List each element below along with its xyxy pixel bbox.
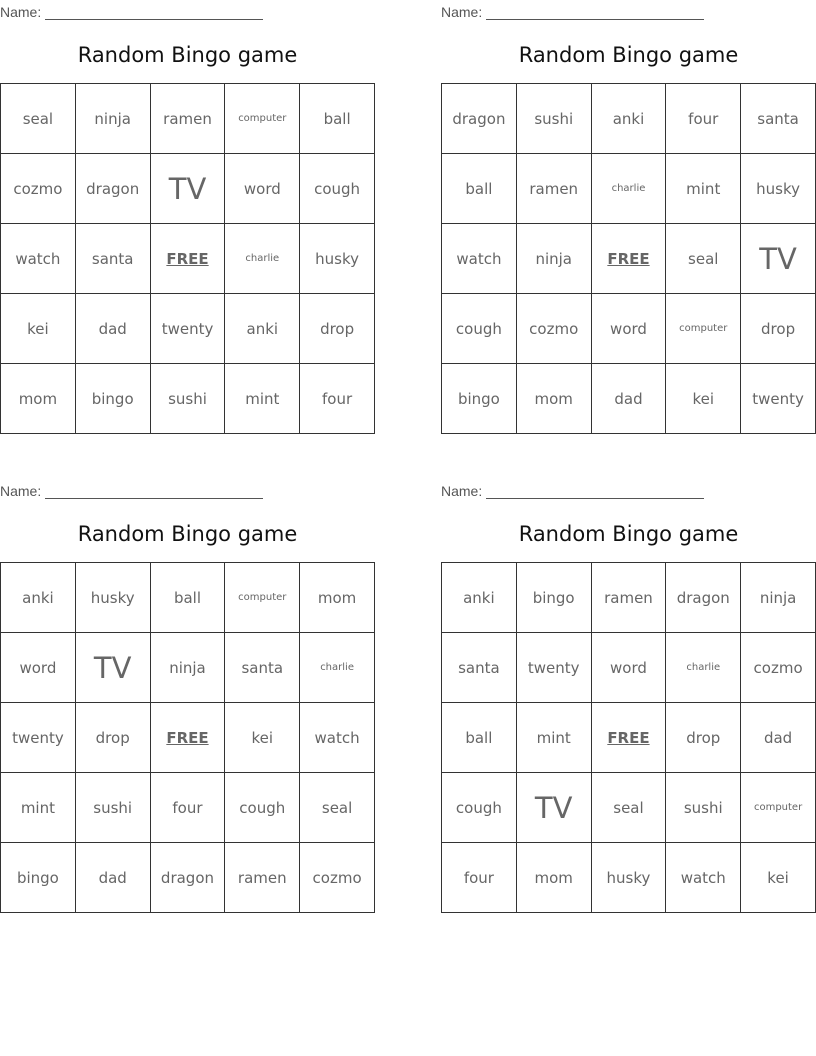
bingo-cell[interactable]: four bbox=[150, 773, 225, 843]
bingo-cell[interactable]: anki bbox=[1, 563, 76, 633]
name-field[interactable] bbox=[441, 481, 704, 499]
bingo-cell[interactable]: computer bbox=[666, 294, 741, 364]
name-blank-line[interactable] bbox=[45, 484, 263, 499]
bingo-row bbox=[442, 843, 816, 913]
bingo-cell[interactable]: computer bbox=[225, 563, 300, 633]
bingo-cell[interactable]: cozmo bbox=[741, 633, 816, 703]
bingo-grid bbox=[0, 83, 375, 434]
bingo-cell[interactable]: mint bbox=[1, 773, 76, 843]
name-field[interactable] bbox=[0, 481, 263, 499]
card-title: Random Bingo game bbox=[77, 522, 298, 546]
bingo-row bbox=[1, 563, 375, 633]
bingo-cell[interactable]: anki bbox=[591, 84, 666, 154]
bingo-cell[interactable]: word bbox=[591, 633, 666, 703]
bingo-cell[interactable]: ball bbox=[150, 563, 225, 633]
free-space-cell[interactable]: FREE bbox=[591, 703, 666, 773]
bingo-cell[interactable]: four bbox=[442, 843, 517, 913]
bingo-card-2 bbox=[441, 0, 816, 408]
bingo-cell[interactable]: ball bbox=[442, 154, 517, 224]
bingo-cell[interactable]: sushi bbox=[150, 364, 225, 434]
bingo-cell[interactable]: santa bbox=[225, 633, 300, 703]
bingo-cell[interactable]: TV bbox=[150, 154, 225, 224]
bingo-cell[interactable]: cough bbox=[442, 773, 517, 843]
bingo-cell[interactable]: TV bbox=[75, 633, 150, 703]
bingo-cell[interactable]: four bbox=[300, 364, 375, 434]
bingo-row bbox=[442, 773, 816, 843]
bingo-cell[interactable]: ninja bbox=[741, 563, 816, 633]
bingo-cell[interactable]: dragon bbox=[442, 84, 517, 154]
bingo-cell[interactable]: four bbox=[666, 84, 741, 154]
bingo-row bbox=[442, 154, 816, 224]
free-space-cell[interactable]: FREE bbox=[150, 703, 225, 773]
bingo-row bbox=[442, 224, 816, 294]
free-space-cell[interactable]: FREE bbox=[150, 224, 225, 294]
bingo-cell[interactable]: bingo bbox=[442, 364, 517, 434]
name-label: Name: bbox=[441, 4, 483, 20]
bingo-cell[interactable]: computer bbox=[225, 84, 300, 154]
bingo-cell[interactable]: sushi bbox=[516, 84, 591, 154]
bingo-cell[interactable]: kei bbox=[666, 364, 741, 434]
name-blank-line[interactable] bbox=[486, 5, 704, 20]
bingo-cell[interactable]: drop bbox=[741, 294, 816, 364]
bingo-cell[interactable]: cozmo bbox=[300, 843, 375, 913]
bingo-cell[interactable]: charlie bbox=[225, 224, 300, 294]
free-space-cell[interactable]: FREE bbox=[591, 224, 666, 294]
bingo-cell[interactable]: dad bbox=[591, 364, 666, 434]
bingo-cell[interactable]: cough bbox=[442, 294, 517, 364]
bingo-cell[interactable]: kei bbox=[741, 843, 816, 913]
bingo-cell[interactable]: cozmo bbox=[1, 154, 76, 224]
bingo-cell[interactable]: kei bbox=[225, 703, 300, 773]
bingo-cell[interactable]: bingo bbox=[1, 843, 76, 913]
bingo-cell[interactable]: dad bbox=[75, 843, 150, 913]
bingo-row bbox=[442, 563, 816, 633]
bingo-row bbox=[442, 294, 816, 364]
bingo-cell[interactable]: mint bbox=[666, 154, 741, 224]
bingo-cell[interactable]: twenty bbox=[516, 633, 591, 703]
bingo-row bbox=[1, 703, 375, 773]
bingo-cell[interactable]: word bbox=[591, 294, 666, 364]
bingo-cell[interactable]: dad bbox=[741, 703, 816, 773]
name-label: Name: bbox=[0, 483, 42, 499]
name-label: Name: bbox=[0, 4, 42, 20]
bingo-cell[interactable]: drop bbox=[666, 703, 741, 773]
bingo-cell[interactable]: TV bbox=[516, 773, 591, 843]
bingo-cell[interactable]: anki bbox=[442, 563, 517, 633]
bingo-cell[interactable]: ramen bbox=[516, 154, 591, 224]
bingo-card-1 bbox=[0, 0, 375, 408]
bingo-row bbox=[1, 154, 375, 224]
bingo-cell[interactable]: drop bbox=[75, 703, 150, 773]
name-field[interactable] bbox=[441, 2, 704, 20]
bingo-cell[interactable]: ninja bbox=[516, 224, 591, 294]
bingo-row bbox=[442, 633, 816, 703]
bingo-cell[interactable]: husky bbox=[300, 224, 375, 294]
bingo-row bbox=[442, 364, 816, 434]
bingo-row bbox=[1, 633, 375, 703]
bingo-cell[interactable]: ramen bbox=[225, 843, 300, 913]
bingo-cell[interactable]: twenty bbox=[741, 364, 816, 434]
bingo-cell[interactable]: watch bbox=[666, 843, 741, 913]
bingo-cell[interactable]: santa bbox=[741, 84, 816, 154]
bingo-grid bbox=[0, 562, 375, 913]
bingo-cell[interactable]: mom bbox=[1, 364, 76, 434]
name-blank-line[interactable] bbox=[486, 484, 704, 499]
bingo-row bbox=[1, 84, 375, 154]
card-title: Random Bingo game bbox=[518, 43, 739, 67]
bingo-cell[interactable]: word bbox=[225, 154, 300, 224]
bingo-cell[interactable]: cough bbox=[225, 773, 300, 843]
bingo-cell[interactable]: husky bbox=[591, 843, 666, 913]
bingo-cell[interactable]: ball bbox=[442, 703, 517, 773]
bingo-cell[interactable]: cozmo bbox=[516, 294, 591, 364]
bingo-row bbox=[442, 84, 816, 154]
bingo-cell[interactable]: cough bbox=[300, 154, 375, 224]
bingo-cell[interactable]: twenty bbox=[150, 294, 225, 364]
bingo-cell[interactable]: drop bbox=[300, 294, 375, 364]
name-label: Name: bbox=[441, 483, 483, 499]
bingo-cell[interactable]: computer bbox=[741, 773, 816, 843]
name-blank-line[interactable] bbox=[45, 5, 263, 20]
bingo-cell[interactable]: twenty bbox=[1, 703, 76, 773]
bingo-cell[interactable]: watch bbox=[1, 224, 76, 294]
bingo-row bbox=[1, 843, 375, 913]
bingo-cell[interactable]: seal bbox=[666, 224, 741, 294]
bingo-cell[interactable]: mom bbox=[300, 563, 375, 633]
bingo-cell[interactable]: charlie bbox=[591, 154, 666, 224]
bingo-cell[interactable]: sushi bbox=[75, 773, 150, 843]
bingo-cell[interactable]: santa bbox=[442, 633, 517, 703]
bingo-cell[interactable]: seal bbox=[591, 773, 666, 843]
bingo-cell[interactable]: ramen bbox=[150, 84, 225, 154]
bingo-cell[interactable]: mint bbox=[225, 364, 300, 434]
bingo-row bbox=[1, 364, 375, 434]
bingo-cell[interactable]: bingo bbox=[516, 563, 591, 633]
bingo-cell[interactable]: anki bbox=[225, 294, 300, 364]
bingo-cell[interactable]: ramen bbox=[591, 563, 666, 633]
bingo-cell[interactable]: mom bbox=[516, 843, 591, 913]
bingo-cell[interactable]: watch bbox=[300, 703, 375, 773]
bingo-row bbox=[442, 703, 816, 773]
bingo-cell[interactable]: bingo bbox=[75, 364, 150, 434]
bingo-cell[interactable]: santa bbox=[75, 224, 150, 294]
bingo-cell[interactable]: ninja bbox=[75, 84, 150, 154]
bingo-row bbox=[1, 294, 375, 364]
bingo-cell[interactable]: ball bbox=[300, 84, 375, 154]
bingo-cell[interactable]: dad bbox=[75, 294, 150, 364]
bingo-cell[interactable]: mom bbox=[516, 364, 591, 434]
bingo-cell[interactable]: charlie bbox=[300, 633, 375, 703]
bingo-cell[interactable]: seal bbox=[300, 773, 375, 843]
bingo-cell[interactable]: husky bbox=[741, 154, 816, 224]
bingo-cell[interactable]: watch bbox=[442, 224, 517, 294]
bingo-cell[interactable]: mint bbox=[516, 703, 591, 773]
bingo-grid bbox=[441, 83, 816, 434]
bingo-cell[interactable]: dragon bbox=[666, 563, 741, 633]
bingo-card-4 bbox=[441, 479, 816, 887]
bingo-cell[interactable]: dragon bbox=[75, 154, 150, 224]
bingo-cell[interactable]: sushi bbox=[666, 773, 741, 843]
bingo-cell[interactable]: word bbox=[1, 633, 76, 703]
bingo-cell[interactable]: dragon bbox=[150, 843, 225, 913]
name-field[interactable] bbox=[0, 2, 263, 20]
bingo-card-3 bbox=[0, 479, 375, 887]
bingo-row bbox=[1, 773, 375, 843]
card-title: Random Bingo game bbox=[518, 522, 739, 546]
bingo-cell[interactable]: seal bbox=[1, 84, 76, 154]
bingo-cell[interactable]: charlie bbox=[666, 633, 741, 703]
bingo-cell[interactable]: husky bbox=[75, 563, 150, 633]
bingo-cell[interactable]: TV bbox=[741, 224, 816, 294]
bingo-cell[interactable]: ninja bbox=[150, 633, 225, 703]
card-title: Random Bingo game bbox=[77, 43, 298, 67]
bingo-grid bbox=[441, 562, 816, 913]
bingo-row bbox=[1, 224, 375, 294]
bingo-cell[interactable]: kei bbox=[1, 294, 76, 364]
